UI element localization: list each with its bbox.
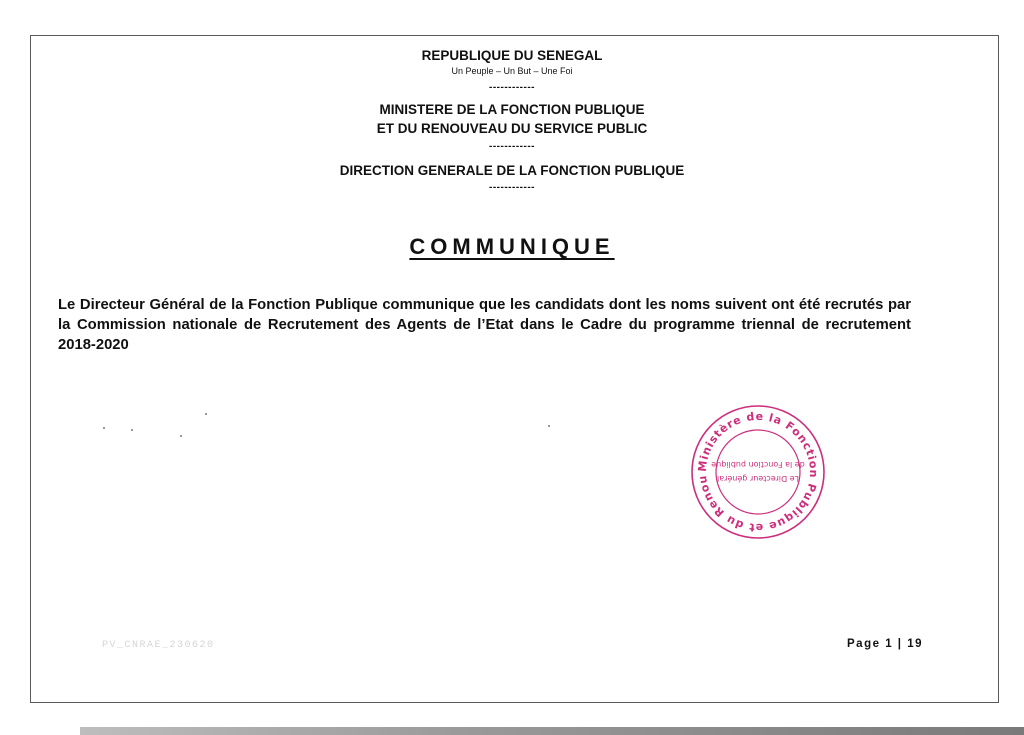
- ministry-name-line2: ET DU RENOUVEAU DU SERVICE PUBLIC: [376, 121, 648, 136]
- scan-specks: [0, 385, 1024, 405]
- official-seal-stamp: [688, 402, 828, 542]
- header-separator: ------------: [489, 182, 535, 193]
- stamp-outer-text: Ministère de la Fonction Publique et du Renou: [695, 409, 821, 535]
- document-title: [0, 234, 1024, 260]
- stamp-inner-line2: de la Fonction publique: [711, 460, 805, 469]
- ministry-name-line1: MINISTERE DE LA FONCTION PUBLIQUE: [379, 102, 645, 117]
- page-number: Page 1 | 19: [847, 638, 923, 650]
- header-separator: ------------: [489, 82, 535, 93]
- communique-body: Le Directeur Général de la Fonction Publique communique que les candidats dont les noms suivent ont été recrutés par la Commission nationale de Recrutement des Agents de l’Etat dans le Cadre du programme triennal de recrutement 2018-2020: [58, 297, 911, 353]
- national-motto: Un Peuple – Un But – Une Foi: [451, 66, 573, 76]
- document-watermark: PV_CNRAE_230620: [102, 640, 215, 651]
- country-heading: REPUBLIQUE DU SENEGAL: [421, 48, 603, 63]
- header-separator: ------------: [489, 141, 535, 152]
- direction-name: DIRECTION GENERALE DE LA FONCTION PUBLIQUE: [339, 163, 685, 178]
- document-title-text: COMMUNIQUE: [409, 234, 615, 259]
- stamp-inner-line1: Le Directeur général: [717, 474, 799, 483]
- scan-edge-bar: [80, 727, 1024, 735]
